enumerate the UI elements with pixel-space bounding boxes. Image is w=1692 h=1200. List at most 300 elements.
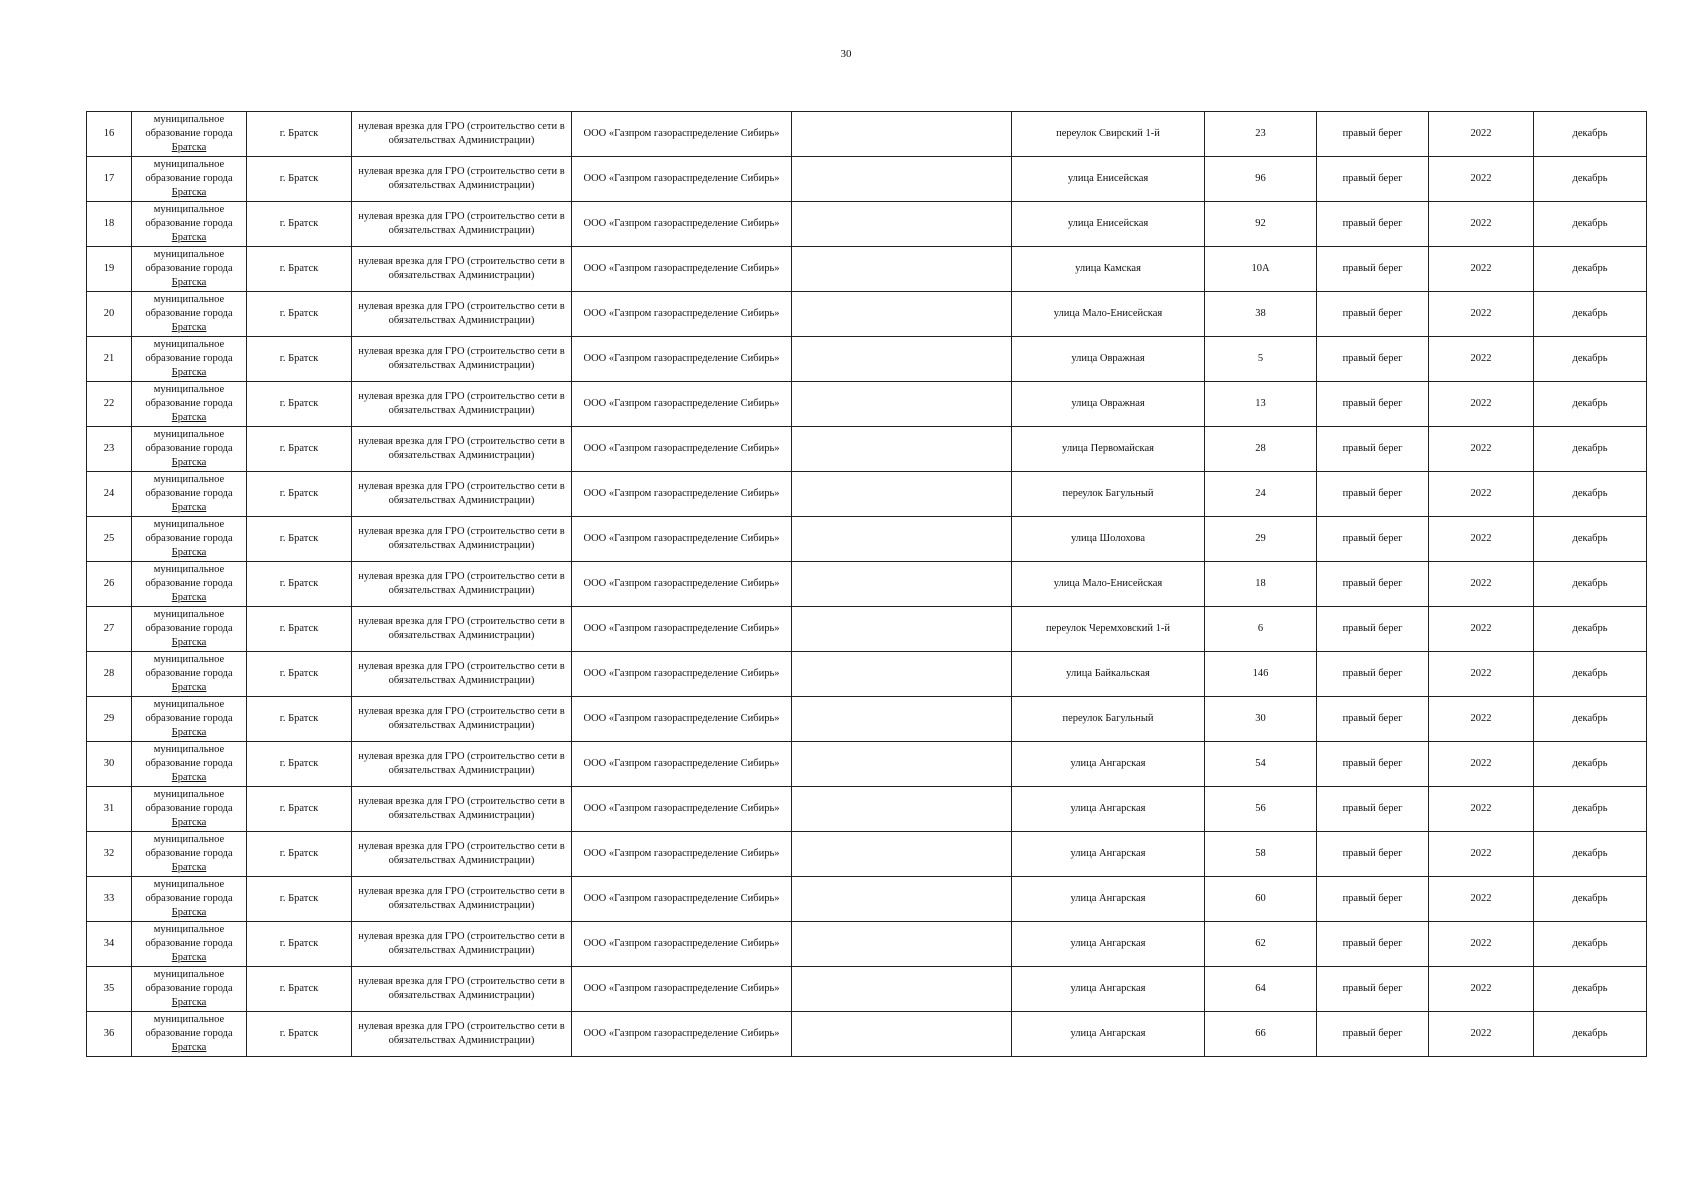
year-cell: 2022: [1429, 607, 1534, 652]
municipality-line: образование города: [145, 173, 233, 184]
blank-cell: [792, 607, 1012, 652]
municipality-line: муниципальное: [153, 384, 225, 395]
street-cell: улица Ангарская: [1012, 1012, 1205, 1057]
work-type-cell: нулевая врезка для ГРО (строительство сети в обязательствах Администрации): [352, 877, 572, 922]
house-number-cell: 96: [1205, 157, 1317, 202]
blank-cell: [792, 877, 1012, 922]
year-cell: 2022: [1429, 337, 1534, 382]
street-cell: улица Ангарская: [1012, 832, 1205, 877]
city-cell: г. Братск: [247, 742, 352, 787]
city-cell: г. Братск: [247, 382, 352, 427]
municipality-cell: [132, 292, 247, 337]
table-row: [87, 742, 1647, 787]
street-cell: переулок Багульный: [1012, 472, 1205, 517]
street-cell: улица Ангарская: [1012, 877, 1205, 922]
river-bank-cell: правый берег: [1317, 517, 1429, 562]
municipality-cell: [132, 1012, 247, 1057]
work-type-cell: нулевая врезка для ГРО (строительство сети в обязательствах Администрации): [352, 697, 572, 742]
city-cell: г. Братск: [247, 427, 352, 472]
blank-cell: [792, 382, 1012, 427]
municipality-line: Братска: [171, 772, 207, 783]
street-cell: улица Ангарская: [1012, 922, 1205, 967]
house-number-cell: 54: [1205, 742, 1317, 787]
year-cell: 2022: [1429, 652, 1534, 697]
house-number-cell: 24: [1205, 472, 1317, 517]
row-number-cell: 36: [87, 1012, 132, 1057]
municipality-line: Братска: [171, 997, 207, 1008]
organization-cell: ООО «Газпром газораспределение Сибирь»: [572, 697, 792, 742]
year-cell: 2022: [1429, 697, 1534, 742]
municipality-cell: [132, 337, 247, 382]
month-cell: декабрь: [1534, 967, 1647, 1012]
municipality-line: муниципальное: [153, 1014, 225, 1025]
organization-cell: ООО «Газпром газораспределение Сибирь»: [572, 427, 792, 472]
blank-cell: [792, 472, 1012, 517]
municipality-line: образование города: [145, 668, 233, 679]
municipality-line: Братска: [171, 1042, 207, 1053]
municipality-line: муниципальное: [153, 519, 225, 530]
organization-cell: ООО «Газпром газораспределение Сибирь»: [572, 472, 792, 517]
city-cell: г. Братск: [247, 787, 352, 832]
organization-cell: ООО «Газпром газораспределение Сибирь»: [572, 967, 792, 1012]
municipality-line: муниципальное: [153, 474, 225, 485]
municipality-line: образование города: [145, 938, 233, 949]
connections-table: [86, 111, 1647, 1057]
municipality-line: Братска: [171, 547, 207, 558]
work-type-cell: нулевая врезка для ГРО (строительство сети в обязательствах Администрации): [352, 742, 572, 787]
municipality-line: образование города: [145, 578, 233, 589]
municipality-line: Братска: [171, 502, 207, 513]
street-cell: улица Мало-Енисейская: [1012, 562, 1205, 607]
organization-cell: ООО «Газпром газораспределение Сибирь»: [572, 337, 792, 382]
row-number-cell: 21: [87, 337, 132, 382]
blank-cell: [792, 787, 1012, 832]
municipality-cell: [132, 562, 247, 607]
river-bank-cell: правый берег: [1317, 787, 1429, 832]
municipality-line: муниципальное: [153, 564, 225, 575]
year-cell: 2022: [1429, 292, 1534, 337]
month-cell: декабрь: [1534, 877, 1647, 922]
row-number-cell: 34: [87, 922, 132, 967]
municipality-line: образование города: [145, 983, 233, 994]
month-cell: декабрь: [1534, 742, 1647, 787]
municipality-line: муниципальное: [153, 744, 225, 755]
table-row: [87, 157, 1647, 202]
organization-cell: ООО «Газпром газораспределение Сибирь»: [572, 922, 792, 967]
work-type-cell: нулевая врезка для ГРО (строительство сети в обязательствах Администрации): [352, 787, 572, 832]
work-type-cell: нулевая врезка для ГРО (строительство сети в обязательствах Администрации): [352, 652, 572, 697]
month-cell: декабрь: [1534, 247, 1647, 292]
municipality-line: муниципальное: [153, 339, 225, 350]
house-number-cell: 92: [1205, 202, 1317, 247]
house-number-cell: 23: [1205, 112, 1317, 157]
row-number-cell: 31: [87, 787, 132, 832]
municipality-line: Братска: [171, 952, 207, 963]
organization-cell: ООО «Газпром газораспределение Сибирь»: [572, 1012, 792, 1057]
row-number-cell: 32: [87, 832, 132, 877]
row-number-cell: 30: [87, 742, 132, 787]
blank-cell: [792, 652, 1012, 697]
street-cell: улица Ангарская: [1012, 967, 1205, 1012]
municipality-line: муниципальное: [153, 429, 225, 440]
city-cell: г. Братск: [247, 607, 352, 652]
house-number-cell: 64: [1205, 967, 1317, 1012]
river-bank-cell: правый берег: [1317, 742, 1429, 787]
municipality-cell: [132, 427, 247, 472]
blank-cell: [792, 562, 1012, 607]
row-number-cell: 26: [87, 562, 132, 607]
work-type-cell: нулевая врезка для ГРО (строительство сети в обязательствах Администрации): [352, 202, 572, 247]
row-number-cell: 29: [87, 697, 132, 742]
year-cell: 2022: [1429, 427, 1534, 472]
house-number-cell: 5: [1205, 337, 1317, 382]
street-cell: улица Ангарская: [1012, 742, 1205, 787]
city-cell: г. Братск: [247, 472, 352, 517]
municipality-line: Братска: [171, 592, 207, 603]
municipality-cell: [132, 472, 247, 517]
municipality-line: образование города: [145, 758, 233, 769]
municipality-cell: [132, 247, 247, 292]
month-cell: декабрь: [1534, 922, 1647, 967]
municipality-line: муниципальное: [153, 789, 225, 800]
organization-cell: ООО «Газпром газораспределение Сибирь»: [572, 877, 792, 922]
row-number-cell: 19: [87, 247, 132, 292]
row-number-cell: 20: [87, 292, 132, 337]
city-cell: г. Братск: [247, 562, 352, 607]
year-cell: 2022: [1429, 247, 1534, 292]
municipality-line: образование города: [145, 353, 233, 364]
city-cell: г. Братск: [247, 112, 352, 157]
municipality-line: образование города: [145, 128, 233, 139]
year-cell: 2022: [1429, 967, 1534, 1012]
municipality-cell: [132, 787, 247, 832]
organization-cell: ООО «Газпром газораспределение Сибирь»: [572, 742, 792, 787]
house-number-cell: 146: [1205, 652, 1317, 697]
year-cell: 2022: [1429, 202, 1534, 247]
organization-cell: ООО «Газпром газораспределение Сибирь»: [572, 202, 792, 247]
municipality-line: образование города: [145, 1028, 233, 1039]
year-cell: 2022: [1429, 922, 1534, 967]
municipality-line: муниципальное: [153, 294, 225, 305]
city-cell: г. Братск: [247, 1012, 352, 1057]
year-cell: 2022: [1429, 157, 1534, 202]
municipality-line: муниципальное: [153, 834, 225, 845]
municipality-line: муниципальное: [153, 159, 225, 170]
house-number-cell: 66: [1205, 1012, 1317, 1057]
work-type-cell: нулевая врезка для ГРО (строительство сети в обязательствах Администрации): [352, 337, 572, 382]
street-cell: улица Ангарская: [1012, 787, 1205, 832]
month-cell: декабрь: [1534, 562, 1647, 607]
work-type-cell: нулевая врезка для ГРО (строительство сети в обязательствах Администрации): [352, 472, 572, 517]
municipality-line: Братска: [171, 682, 207, 693]
organization-cell: ООО «Газпром газораспределение Сибирь»: [572, 157, 792, 202]
work-type-cell: нулевая врезка для ГРО (строительство сети в обязательствах Администрации): [352, 922, 572, 967]
municipality-line: Братска: [171, 457, 207, 468]
year-cell: 2022: [1429, 742, 1534, 787]
river-bank-cell: правый берег: [1317, 877, 1429, 922]
municipality-line: образование города: [145, 533, 233, 544]
month-cell: декабрь: [1534, 517, 1647, 562]
river-bank-cell: правый берег: [1317, 652, 1429, 697]
table-row: [87, 607, 1647, 652]
blank-cell: [792, 517, 1012, 562]
organization-cell: ООО «Газпром газораспределение Сибирь»: [572, 382, 792, 427]
street-cell: улица Енисейская: [1012, 202, 1205, 247]
blank-cell: [792, 427, 1012, 472]
municipality-line: Братска: [171, 817, 207, 828]
month-cell: декабрь: [1534, 652, 1647, 697]
municipality-cell: [132, 517, 247, 562]
month-cell: декабрь: [1534, 337, 1647, 382]
river-bank-cell: правый берег: [1317, 607, 1429, 652]
table-row: [87, 562, 1647, 607]
municipality-cell: [132, 157, 247, 202]
city-cell: г. Братск: [247, 247, 352, 292]
street-cell: улица Овражная: [1012, 337, 1205, 382]
municipality-cell: [132, 112, 247, 157]
municipality-line: муниципальное: [153, 969, 225, 980]
blank-cell: [792, 832, 1012, 877]
blank-cell: [792, 112, 1012, 157]
street-cell: улица Камская: [1012, 247, 1205, 292]
table-row: [87, 877, 1647, 922]
row-number-cell: 22: [87, 382, 132, 427]
work-type-cell: нулевая врезка для ГРО (строительство сети в обязательствах Администрации): [352, 247, 572, 292]
city-cell: г. Братск: [247, 202, 352, 247]
blank-cell: [792, 697, 1012, 742]
municipality-line: образование города: [145, 308, 233, 319]
blank-cell: [792, 1012, 1012, 1057]
municipality-line: образование города: [145, 263, 233, 274]
year-cell: 2022: [1429, 787, 1534, 832]
municipality-line: образование города: [145, 443, 233, 454]
municipality-line: муниципальное: [153, 204, 225, 215]
table-row: [87, 337, 1647, 382]
month-cell: декабрь: [1534, 112, 1647, 157]
work-type-cell: нулевая врезка для ГРО (строительство сети в обязательствах Администрации): [352, 112, 572, 157]
municipality-line: Братска: [171, 277, 207, 288]
municipality-cell: [132, 202, 247, 247]
organization-cell: ООО «Газпром газораспределение Сибирь»: [572, 652, 792, 697]
month-cell: декабрь: [1534, 472, 1647, 517]
house-number-cell: 30: [1205, 697, 1317, 742]
month-cell: декабрь: [1534, 427, 1647, 472]
work-type-cell: нулевая врезка для ГРО (строительство сети в обязательствах Администрации): [352, 292, 572, 337]
city-cell: г. Братск: [247, 697, 352, 742]
river-bank-cell: правый берег: [1317, 382, 1429, 427]
house-number-cell: 38: [1205, 292, 1317, 337]
house-number-cell: 18: [1205, 562, 1317, 607]
municipality-line: образование города: [145, 893, 233, 904]
year-cell: 2022: [1429, 877, 1534, 922]
municipality-line: муниципальное: [153, 924, 225, 935]
house-number-cell: 10А: [1205, 247, 1317, 292]
organization-cell: ООО «Газпром газораспределение Сибирь»: [572, 787, 792, 832]
municipality-line: муниципальное: [153, 114, 225, 125]
river-bank-cell: правый берег: [1317, 247, 1429, 292]
table-row: [87, 517, 1647, 562]
blank-cell: [792, 742, 1012, 787]
city-cell: г. Братск: [247, 337, 352, 382]
table-row: [87, 112, 1647, 157]
work-type-cell: нулевая врезка для ГРО (строительство сети в обязательствах Администрации): [352, 1012, 572, 1057]
street-cell: переулок Черемховский 1-й: [1012, 607, 1205, 652]
municipality-line: Братска: [171, 322, 207, 333]
month-cell: декабрь: [1534, 697, 1647, 742]
river-bank-cell: правый берег: [1317, 202, 1429, 247]
municipality-cell: [132, 742, 247, 787]
work-type-cell: нулевая врезка для ГРО (строительство сети в обязательствах Администрации): [352, 967, 572, 1012]
table-row: [87, 967, 1647, 1012]
year-cell: 2022: [1429, 1012, 1534, 1057]
municipality-line: Братска: [171, 187, 207, 198]
table-row: [87, 832, 1647, 877]
city-cell: г. Братск: [247, 292, 352, 337]
municipality-line: муниципальное: [153, 654, 225, 665]
work-type-cell: нулевая врезка для ГРО (строительство сети в обязательствах Администрации): [352, 607, 572, 652]
municipality-cell: [132, 697, 247, 742]
municipality-cell: [132, 832, 247, 877]
municipality-line: Братска: [171, 367, 207, 378]
street-cell: переулок Багульный: [1012, 697, 1205, 742]
year-cell: 2022: [1429, 112, 1534, 157]
row-number-cell: 25: [87, 517, 132, 562]
municipality-line: Братска: [171, 412, 207, 423]
municipality-line: Братска: [171, 727, 207, 738]
city-cell: г. Братск: [247, 967, 352, 1012]
organization-cell: ООО «Газпром газораспределение Сибирь»: [572, 292, 792, 337]
municipality-line: образование города: [145, 488, 233, 499]
table-row: [87, 787, 1647, 832]
house-number-cell: 60: [1205, 877, 1317, 922]
row-number-cell: 28: [87, 652, 132, 697]
row-number-cell: 24: [87, 472, 132, 517]
row-number-cell: 16: [87, 112, 132, 157]
year-cell: 2022: [1429, 382, 1534, 427]
municipality-line: образование города: [145, 218, 233, 229]
organization-cell: ООО «Газпром газораспределение Сибирь»: [572, 562, 792, 607]
municipality-line: Братска: [171, 862, 207, 873]
table-row: [87, 382, 1647, 427]
river-bank-cell: правый берег: [1317, 1012, 1429, 1057]
municipality-line: образование города: [145, 623, 233, 634]
organization-cell: ООО «Газпром газораспределение Сибирь»: [572, 607, 792, 652]
work-type-cell: нулевая врезка для ГРО (строительство сети в обязательствах Администрации): [352, 517, 572, 562]
river-bank-cell: правый берег: [1317, 337, 1429, 382]
river-bank-cell: правый берег: [1317, 292, 1429, 337]
month-cell: декабрь: [1534, 787, 1647, 832]
house-number-cell: 29: [1205, 517, 1317, 562]
row-number-cell: 23: [87, 427, 132, 472]
table-row: [87, 922, 1647, 967]
table-row: [87, 1012, 1647, 1057]
organization-cell: ООО «Газпром газораспределение Сибирь»: [572, 247, 792, 292]
city-cell: г. Братск: [247, 832, 352, 877]
row-number-cell: 17: [87, 157, 132, 202]
river-bank-cell: правый берег: [1317, 112, 1429, 157]
river-bank-cell: правый берег: [1317, 697, 1429, 742]
year-cell: 2022: [1429, 562, 1534, 607]
river-bank-cell: правый берег: [1317, 427, 1429, 472]
municipality-cell: [132, 967, 247, 1012]
row-number-cell: 33: [87, 877, 132, 922]
table-row: [87, 247, 1647, 292]
street-cell: улица Шолохова: [1012, 517, 1205, 562]
table-row: [87, 472, 1647, 517]
house-number-cell: 62: [1205, 922, 1317, 967]
month-cell: декабрь: [1534, 832, 1647, 877]
municipality-line: Братска: [171, 232, 207, 243]
house-number-cell: 28: [1205, 427, 1317, 472]
table-row: [87, 292, 1647, 337]
river-bank-cell: правый берег: [1317, 472, 1429, 517]
month-cell: декабрь: [1534, 382, 1647, 427]
house-number-cell: 13: [1205, 382, 1317, 427]
municipality-cell: [132, 922, 247, 967]
street-cell: улица Байкальская: [1012, 652, 1205, 697]
street-cell: переулок Свирский 1-й: [1012, 112, 1205, 157]
organization-cell: ООО «Газпром газораспределение Сибирь»: [572, 832, 792, 877]
house-number-cell: 6: [1205, 607, 1317, 652]
house-number-cell: 58: [1205, 832, 1317, 877]
year-cell: 2022: [1429, 517, 1534, 562]
street-cell: улица Первомайская: [1012, 427, 1205, 472]
work-type-cell: нулевая врезка для ГРО (строительство сети в обязательствах Администрации): [352, 427, 572, 472]
municipality-cell: [132, 877, 247, 922]
month-cell: декабрь: [1534, 157, 1647, 202]
blank-cell: [792, 202, 1012, 247]
municipality-line: муниципальное: [153, 249, 225, 260]
river-bank-cell: правый берег: [1317, 922, 1429, 967]
month-cell: декабрь: [1534, 1012, 1647, 1057]
municipality-cell: [132, 382, 247, 427]
month-cell: декабрь: [1534, 202, 1647, 247]
municipality-line: муниципальное: [153, 879, 225, 890]
municipality-line: образование города: [145, 848, 233, 859]
row-number-cell: 35: [87, 967, 132, 1012]
house-number-cell: 56: [1205, 787, 1317, 832]
city-cell: г. Братск: [247, 922, 352, 967]
blank-cell: [792, 337, 1012, 382]
month-cell: декабрь: [1534, 292, 1647, 337]
work-type-cell: нулевая врезка для ГРО (строительство сети в обязательствах Администрации): [352, 832, 572, 877]
municipality-line: Братска: [171, 907, 207, 918]
municipality-line: Братска: [171, 142, 207, 153]
year-cell: 2022: [1429, 472, 1534, 517]
work-type-cell: нулевая врезка для ГРО (строительство сети в обязательствах Администрации): [352, 157, 572, 202]
municipality-cell: [132, 652, 247, 697]
month-cell: декабрь: [1534, 607, 1647, 652]
municipality-line: образование города: [145, 398, 233, 409]
blank-cell: [792, 967, 1012, 1012]
table-row: [87, 652, 1647, 697]
row-number-cell: 27: [87, 607, 132, 652]
table-row: [87, 202, 1647, 247]
river-bank-cell: правый берег: [1317, 967, 1429, 1012]
river-bank-cell: правый берег: [1317, 562, 1429, 607]
blank-cell: [792, 157, 1012, 202]
municipality-cell: [132, 607, 247, 652]
city-cell: г. Братск: [247, 157, 352, 202]
page-number: 30: [840, 48, 852, 60]
table-row: [87, 427, 1647, 472]
blank-cell: [792, 292, 1012, 337]
street-cell: улица Мало-Енисейская: [1012, 292, 1205, 337]
organization-cell: ООО «Газпром газораспределение Сибирь»: [572, 112, 792, 157]
river-bank-cell: правый берег: [1317, 832, 1429, 877]
municipality-line: образование города: [145, 713, 233, 724]
blank-cell: [792, 922, 1012, 967]
